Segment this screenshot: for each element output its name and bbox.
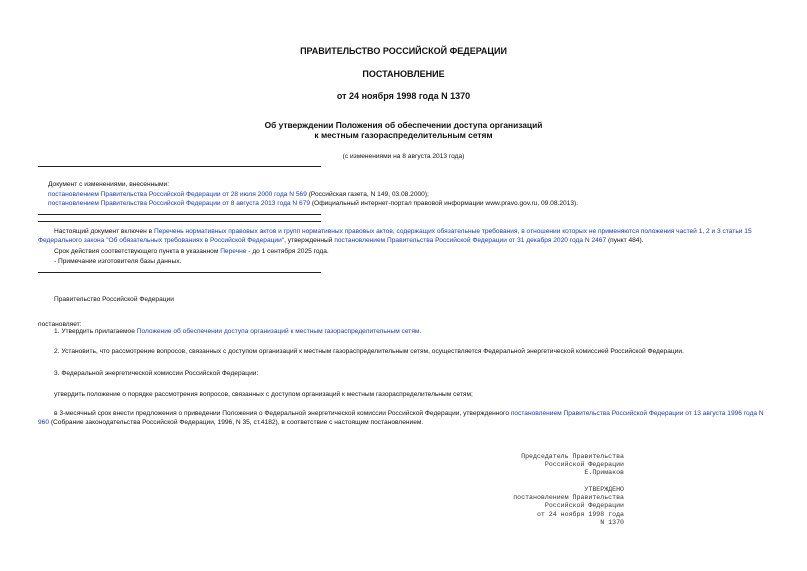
decree-960-link[interactable]: постановлением Правительства Российской Федерации от 13 августа 1996 года N 960 bbox=[38, 410, 764, 426]
approved-block bbox=[424, 486, 624, 527]
signature-line-1: Председатель Правительства bbox=[521, 453, 624, 460]
note-list-link[interactable]: Перечень нормативных правовых актов и групп нормативных правовых актов, содержащих обязательные требования, в отношении которых не применяются положения частей 1, 2 и 3 статьи 15 Федерального закона "Об обязательных требованиях в Российской Федерации" bbox=[38, 228, 752, 244]
divider bbox=[38, 221, 321, 222]
signature-line-2: Российской Федерации bbox=[544, 461, 624, 469]
note-text: (пункт 484). bbox=[606, 237, 644, 244]
note-text: Срок действия соответствующего пункта в указанном bbox=[54, 248, 221, 255]
approved-line-3: Российской Федерации bbox=[544, 502, 624, 510]
divider bbox=[38, 214, 321, 215]
decree-text: постановляет: bbox=[38, 321, 82, 328]
divider bbox=[38, 272, 321, 273]
changes-item-2-source: (Официальный интернет-портал правовой информации www.pravo.gov.ru, 09.08.2013). bbox=[310, 200, 579, 207]
changes-link-2[interactable]: постановлением Правительства Российской Федерации от 8 августа 2013 года N 679 bbox=[48, 200, 311, 207]
issuer-text: Правительство Российской Федерации bbox=[54, 296, 174, 303]
approved-line-2: постановлением Правительства bbox=[513, 494, 624, 502]
note-text: Настоящий документ включен в bbox=[54, 228, 154, 235]
note-paragraph-3: - Примечание изготовителя базы данных. bbox=[54, 258, 182, 265]
approved-line-4: от 24 ноября 1998 года bbox=[536, 510, 624, 518]
item-text: (Собрание законодательства Российской Федерации, 1996, N 35, ст.4182), в соответствие с настоящим постановлением. bbox=[49, 419, 424, 426]
government-heading: ПРАВИТЕЛЬСТВО РОССИЙСКОЙ ФЕДЕРАЦИИ bbox=[300, 46, 507, 56]
title-line-2: к местным газораспределительным сетям bbox=[314, 130, 493, 140]
item-text: в 3-месячный срок внести предложения о приведении Положения о Федеральной энергетической комиссии Российской Федерации, утвержденного bbox=[54, 410, 511, 417]
item-3: 3. Федеральной энергетической комиссии Российской Федерации: bbox=[54, 370, 259, 377]
item-3-sub-1: утвердить положение о порядке рассмотрения вопросов, связанных с доступом организаций к местным газораспределительным сетям; bbox=[54, 391, 473, 398]
note-text: , утвержденный bbox=[284, 237, 335, 244]
approved-line-5: N 1370 bbox=[600, 518, 624, 526]
signature-line-3: Е.Примаков bbox=[584, 469, 624, 477]
note-text: - до 1 сентября 2025 года. bbox=[246, 248, 329, 255]
divider bbox=[38, 166, 321, 167]
note-decree-link[interactable]: постановлением Правительства Российской Федерации от 31 декабря 2020 года N 2467 bbox=[334, 237, 607, 244]
regulation-link[interactable]: Положение об обеспечении доступа организаций к местным газораспределительным сетям bbox=[136, 328, 420, 335]
approved-line-1: УТВЕРЖДЕНО bbox=[584, 486, 624, 493]
changes-link-1[interactable]: постановлением Правительства Российской Федерации от 28 июля 2000 года N 569 bbox=[48, 191, 307, 198]
item-1 bbox=[54, 327, 421, 336]
title-line-1: Об утверждении Положения об обеспечении доступа организаций bbox=[264, 120, 543, 130]
doc-type-heading: ПОСТАНОВЛЕНИЕ bbox=[362, 69, 445, 79]
changes-item-2 bbox=[48, 199, 578, 208]
item-3-sub-2 bbox=[38, 409, 769, 427]
date-number-heading: от 24 ноября 1998 года N 1370 bbox=[336, 91, 471, 101]
changes-item-1-source: (Российская газета, N 149, 03.08.2000); bbox=[306, 191, 429, 198]
note-list-short-link[interactable]: Перечне bbox=[220, 248, 247, 255]
changes-intro: Документ с изменениями, внесенными: bbox=[48, 181, 170, 188]
item-2: 2. Установить, что рассмотрение вопросов, связанных с доступом организаций к местным газораспределительным сетям, осуществляется Федеральной энергетической комиссией Российской Федерации. bbox=[54, 348, 684, 355]
note-paragraph-2 bbox=[54, 247, 329, 256]
revision-note: (с изменениями на 8 августа 2013 года) bbox=[342, 153, 465, 160]
signature-block bbox=[424, 453, 624, 478]
note-paragraph-1 bbox=[38, 227, 769, 245]
item-text: . bbox=[419, 328, 422, 335]
item-text: 1. Утвердить прилагаемое bbox=[54, 328, 137, 335]
changes-item-1 bbox=[48, 190, 429, 199]
